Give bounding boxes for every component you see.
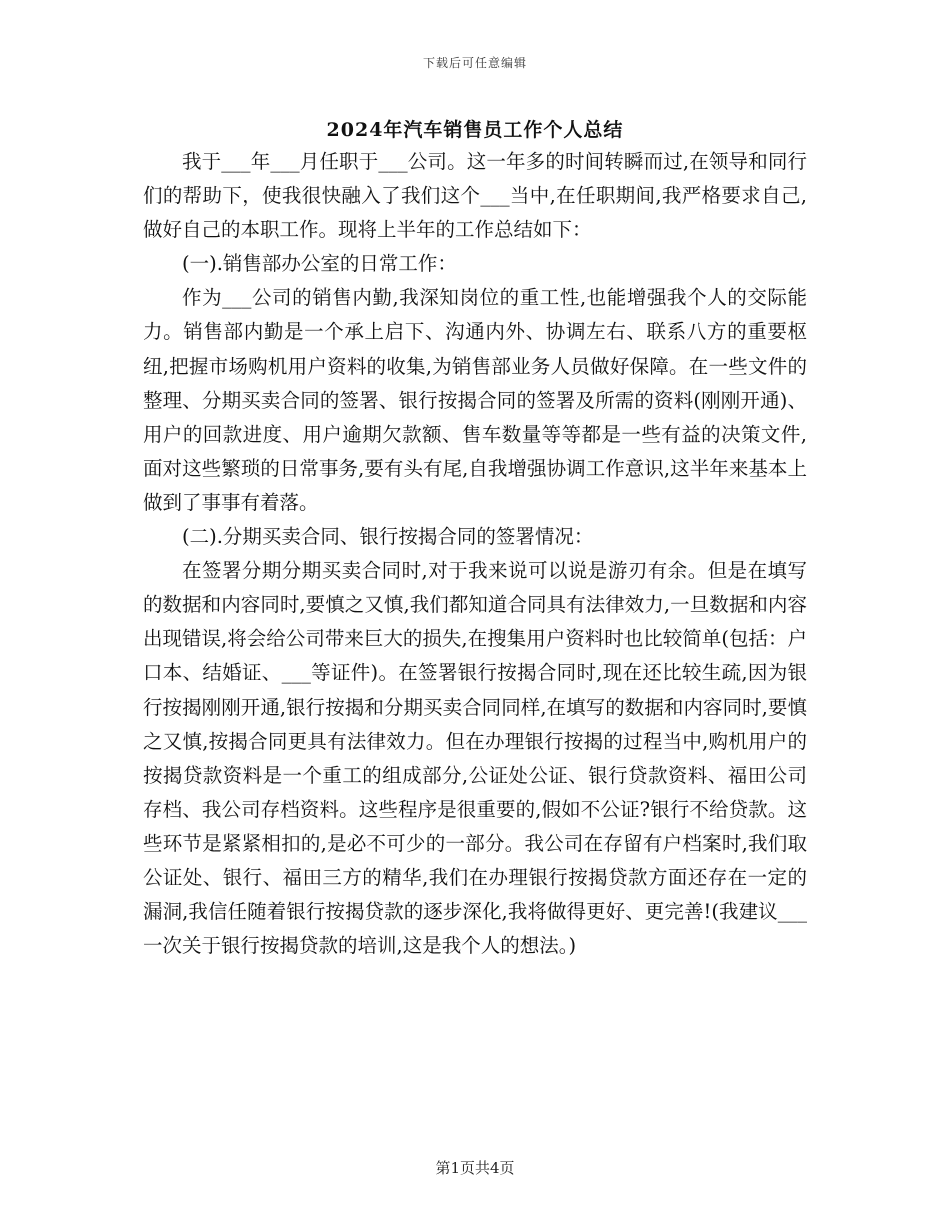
document-title: 2024年汽车销售员工作个人总结 [326,119,624,141]
document-body [143,145,807,963]
paragraph-section-2: 在签署分期分期买卖合同时,对于我来说可以说是游刃有余。但是在填写的数据和内容同时,要慎之又慎,我们都知道合同具有法律效力,一旦数据和内容出现错误,将会给公司带来巨大的损失,在搜集用户资料时也比较简单(包括：户口本、结婚证、___等证件)。在签署银行按揭合同时,现在还比较生疏,因为银行按揭刚刚开通,银行按揭和分期买卖合同同样,在填写的数据和内容同时,要慎之又慎,按揭合同更具有法律效力。但在办理银行按揭的过程当中,购机用户的按揭贷款资料是一个重工的组成部分,公证处公证、银行贷款资料、福田公司存档、我公司存档资料。这些程序是很重要的,假如不公证?银行不给贷款。这些环节是紧紧相扣的,是必不可少的一部分。我公司在存留有户档案时,我们取公证处、银行、福田三方的精华,我们在办理银行按揭贷款方面还存在一定的漏洞,我信任随着银行按揭贷款的逐步深化,我将做得更好、更完善!(我建议___一次关于银行按揭贷款的培训,这是我个人的想法。) [143,559,807,958]
section-heading-1: (一).销售部办公室的日常工作： [182,252,457,276]
header-note: 下载后可任意编辑 [422,56,527,70]
paragraph-intro: 我于___年___月任职于___公司。这一年多的时间转瞬而过,在领导和同行们的帮助下，使我很快融入了我们这个___当中,在任职期间,我严格要求自己,做好自己的本职工作。现将上半年的工作总结如下： [143,150,807,242]
page-indicator: 第1页共4页 [435,1159,515,1177]
section-heading-2: (二).分期买卖合同、银行按揭合同的签署情况： [182,525,594,549]
paragraph-section-1: 作为___公司的销售内勤,我深知岗位的重工性,也能增强我个人的交际能力。销售部内勤是一个承上启下、沟通内外、协调左右、联系八方的重要枢纽,把握市场购机用户资料的收集,为销售部业务人员做好保障。在一些文件的整理、分期买卖合同的签署、银行按揭合同的签署及所需的资料(刚刚开通)、用户的回款进度、用户逾期欠款额、售车数量等等都是一些有益的决策文件,面对这些繁琐的日常事务,要有头有尾,自我增强协调工作意识,这半年来基本上做到了事事有着落。 [143,286,807,514]
